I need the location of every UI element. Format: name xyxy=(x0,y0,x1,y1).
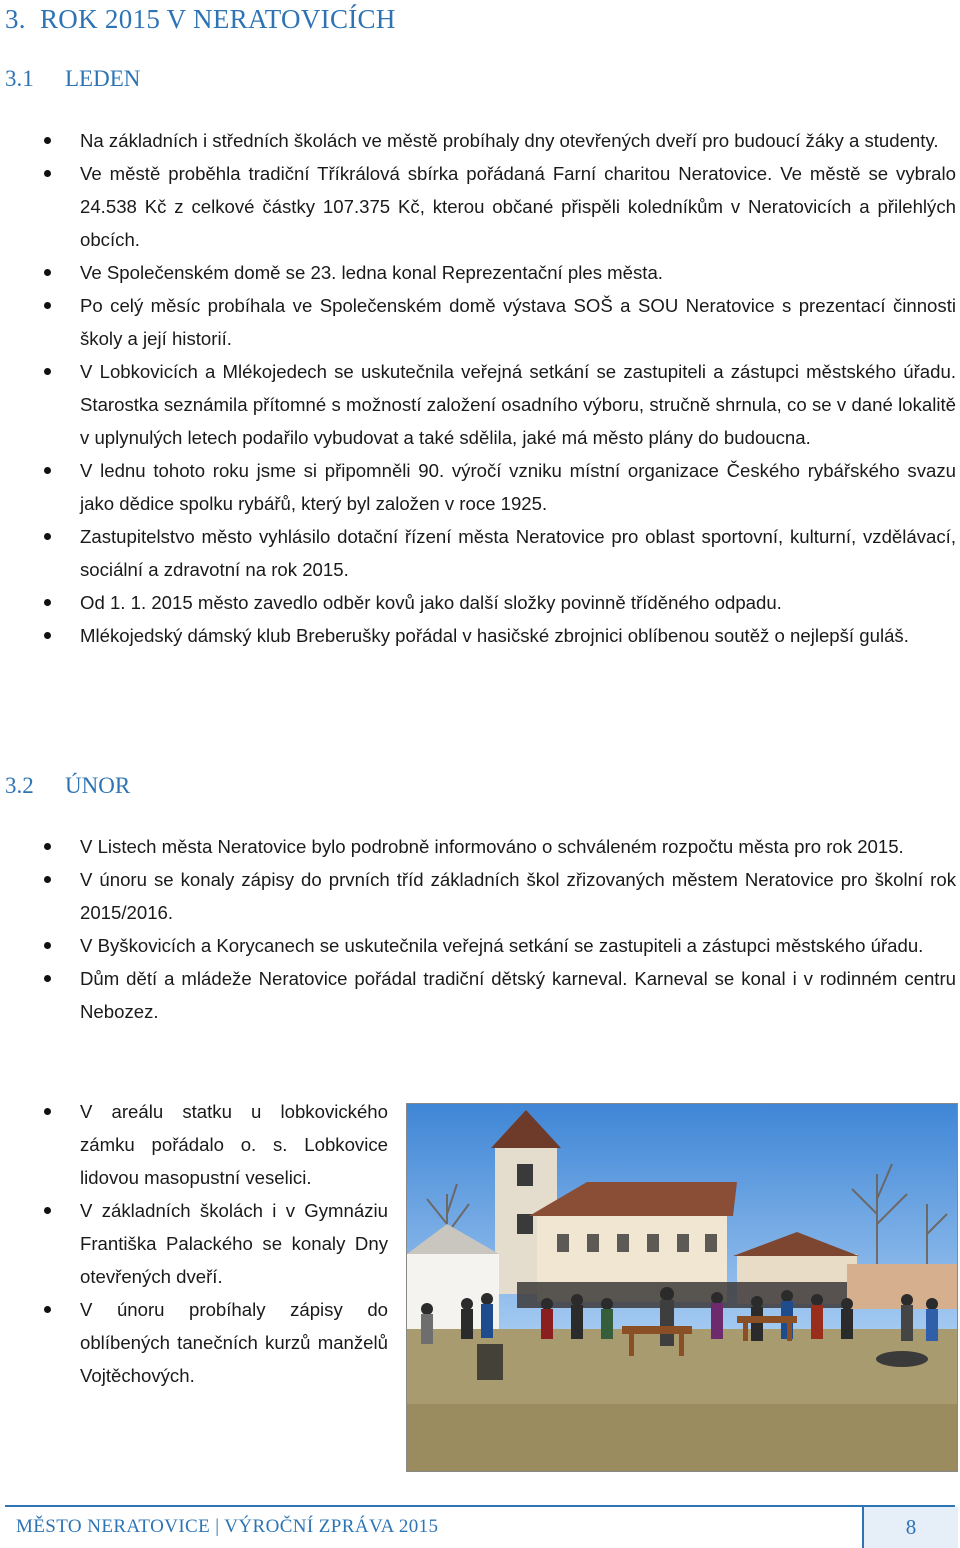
chapter-heading xyxy=(5,4,396,35)
footer-rule xyxy=(5,1505,955,1507)
list-item: V únoru se konaly zápisy do prvních tříd základních škol zřizovaných městem Neratovice pro školní rok 2015/2016. xyxy=(0,863,960,929)
list-item: V areálu statku u lobkovického zámku pořádalo o. s. Lobkovice lidovou masopustní veselici. xyxy=(0,1095,392,1194)
unor-list xyxy=(0,830,960,1028)
chapter-title: ROK 2015 V NERATOVICÍCH xyxy=(39,4,396,34)
chapter-number: 3. xyxy=(5,4,26,34)
section-number: 3.2 xyxy=(5,773,34,798)
list-item: Zastupitelstvo město vyhlásilo dotační řízení města Neratovice pro oblast sportovní, kulturní, vzdělávací, sociální a zdravotní na rok 2015. xyxy=(0,520,960,586)
section-title: LEDEN xyxy=(65,66,141,91)
section-heading-unor xyxy=(5,773,130,799)
section-heading-leden xyxy=(5,66,140,92)
footer-text: MĚSTO NERATOVICE | VÝROČNÍ ZPRÁVA 2015 xyxy=(16,1516,439,1537)
list-item: Ve městě proběhla tradiční Tříkrálová sbírka pořádaná Farní charitou Neratovice. Ve městě se vybralo 24.538 Kč z celkové částky 107.375 Kč, kterou občané přispěli koledníkům v Neratovicích a přilehlých obcích. xyxy=(0,157,960,256)
page-number: 8 xyxy=(905,1515,917,1539)
unor-narrow-list xyxy=(0,1095,392,1392)
section-title: ÚNOR xyxy=(65,773,131,798)
list-item: V únoru probíhaly zápisy do oblíbených tanečních kurzů manželů Vojtěchových. xyxy=(0,1293,392,1392)
list-item: Ve Společenském domě se 23. ledna konal Reprezentační ples města. xyxy=(0,256,960,289)
leden-list xyxy=(0,124,960,652)
list-item: V Byškovicích a Korycanech se uskutečnila veřejná setkání se zastupiteli a zástupci městského úřadu. xyxy=(0,929,960,962)
list-item: Na základních i středních školách ve městě probíhaly dny otevřených dveří pro budoucí žáky a studenty. xyxy=(0,124,960,157)
list-item: Po celý měsíc probíhala ve Společenském domě výstava SOŠ a SOU Neratovice s prezentací činnosti školy a její historií. xyxy=(0,289,960,355)
list-item: V lednu tohoto roku jsme si připomněli 90. výročí vzniku místní organizace Českého rybářského svazu jako dědice spolku rybářů, který byl založen v roce 1925. xyxy=(0,454,960,520)
list-item: Od 1. 1. 2015 město zavedlo odběr kovů jako další složky povinně tříděného odpadu. xyxy=(0,586,960,619)
list-item: Dům dětí a mládeže Neratovice pořádal tradiční dětský karneval. Karneval se konal i v rodinném centru Nebozez. xyxy=(0,962,960,1028)
list-item: V Listech města Neratovice bylo podrobně informováno o schváleném rozpočtu města pro rok 2015. xyxy=(0,830,960,863)
photo-illustration xyxy=(407,1104,957,1471)
list-item: V Lobkovicích a Mlékojedech se uskutečnila veřejná setkání se zastupiteli a zástupci městského úřadu. Starostka seznámila přítomné s možností založení osadního výboru, stručně shrnula, co se v dané lokalitě v uplynulých letech podařilo vybudovat a také sdělila, jaké má město plány do budoucna. xyxy=(0,355,960,454)
list-item: Mlékojedský dámský klub Breberušky pořádal v hasičské zbrojnici oblíbenou soutěž o nejlepší guláš. xyxy=(0,619,960,652)
list-item: V základních školách i v Gymnáziu Františka Palackého se konaly Dny otevřených dveří. xyxy=(0,1194,392,1293)
page-number-box xyxy=(862,1507,958,1548)
section-number: 3.1 xyxy=(5,66,34,91)
masopust-photo xyxy=(406,1103,958,1472)
